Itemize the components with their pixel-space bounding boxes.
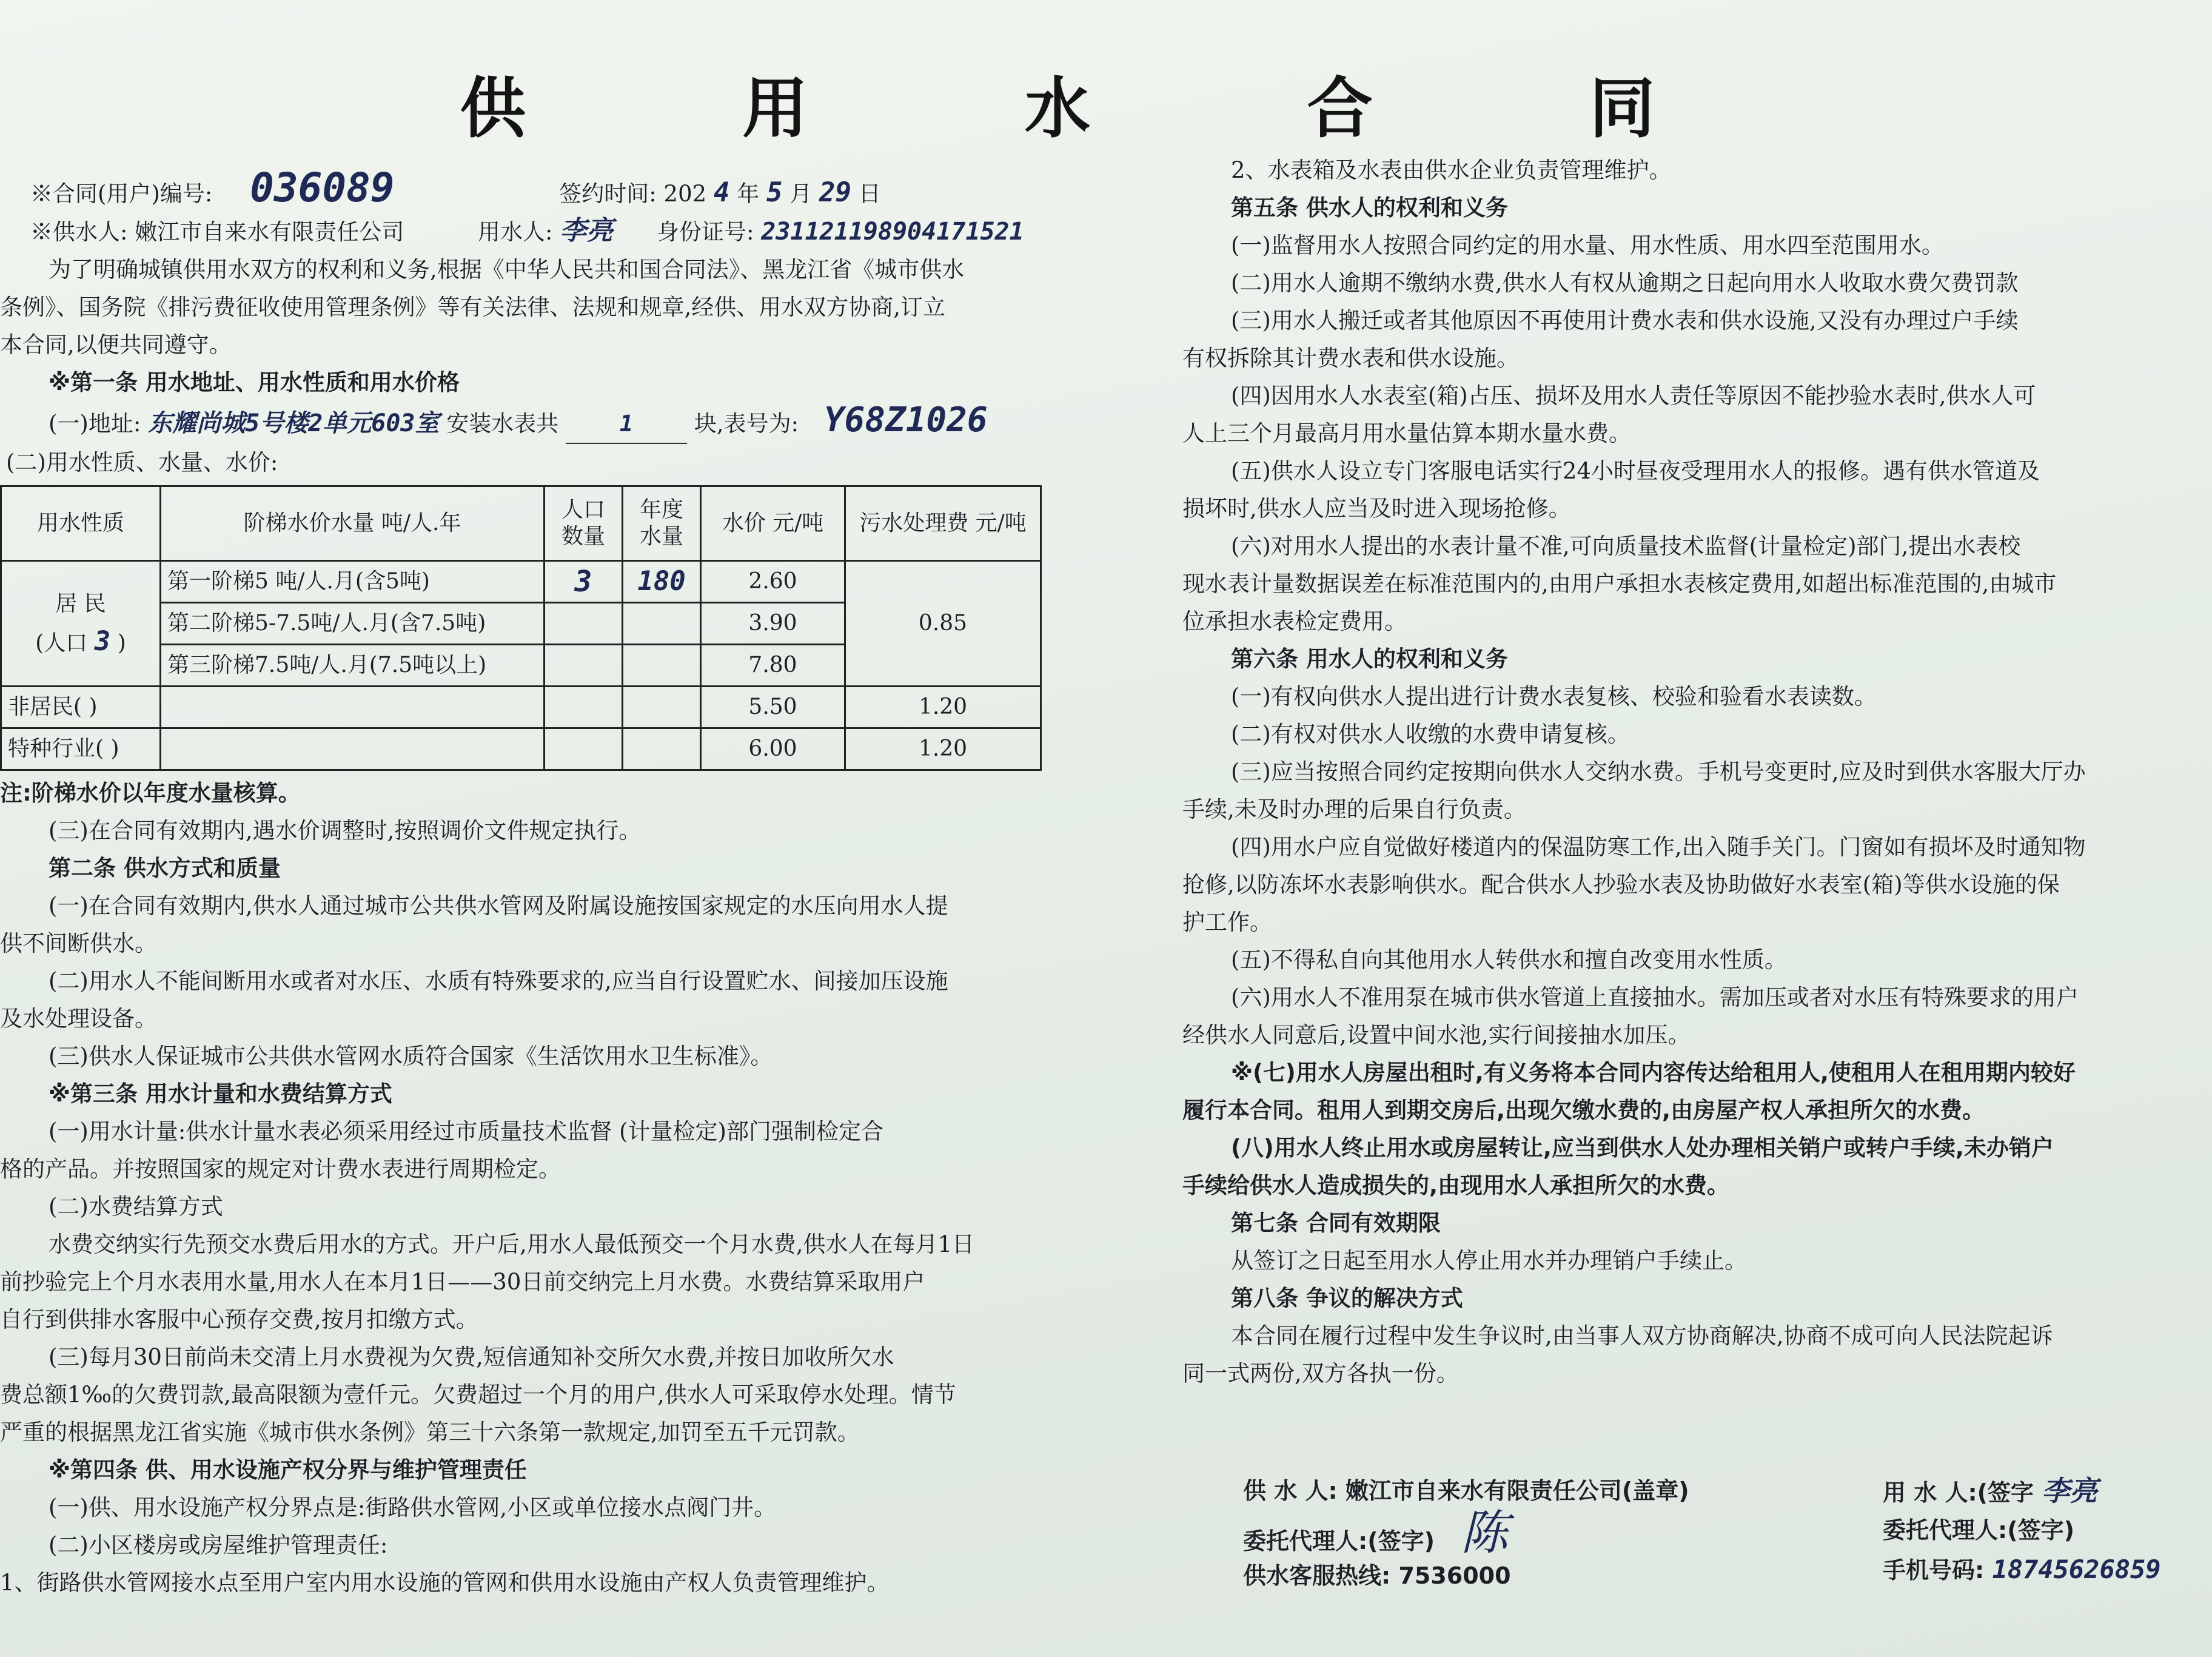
resident-pop-value: 3 (94, 625, 111, 657)
text-line: (六)对用水人提出的水表计量不准,可向质量技术监督(计量检定)部门,提出水表校 (1231, 533, 2021, 559)
empty-cell (545, 645, 623, 687)
text-line: (五)不得私自向其他用水人转供水和擅自改变用水性质。 (1231, 947, 1787, 973)
text-line: (一)用水计量:供水计量水表必须采用经过市质量技术监督 (计量检定)部门强制检定合 (49, 1118, 883, 1144)
sign-time-label: 签约时间: (559, 181, 657, 207)
supplier-agent-row (1243, 1506, 1509, 1561)
parties-row (0, 212, 1085, 251)
empty-cell (545, 603, 623, 645)
tier-price: 2.60 (701, 561, 845, 603)
empty-cell (623, 728, 701, 770)
phone-row (1883, 1550, 2161, 1590)
empty-cell (623, 603, 701, 645)
user-signature: 李亮 (2042, 1474, 2098, 1507)
empty-cell (623, 645, 701, 687)
right-column (1182, 152, 2212, 1393)
text-line: 第六条 用水人的权利和义务 (1231, 646, 1508, 672)
address-row (0, 402, 1085, 444)
text-line: 人上三个月最高月用水量估算本期水量水费。 (1182, 420, 1631, 446)
text-line: 第八条 争议的解决方式 (1231, 1285, 1463, 1311)
text-line: 第七条 合同有效期限 (1231, 1210, 1441, 1236)
text-line: ※第三条 用水计量和水费结算方式 (49, 1081, 392, 1107)
text-line: 同一式两份,双方各执一份。 (1182, 1360, 1459, 1386)
text-line: (三)每月30日前尚未交清上月水费视为欠费,短信通知补交所欠水费,并按日加收所欠水 (49, 1344, 894, 1370)
intro-line-2: 条例》、国务院《排污费征收使用管理条例》等有关法律、法规和规章,经供、用水双方协商,订立 (0, 294, 946, 320)
text-line: ※(七)用水人房屋出租时,有义务将本合同内容传达给租用人,使租用人在租用期内较好 (1231, 1060, 2076, 1086)
month-unit: 月 (789, 181, 813, 207)
table-header-cell: 污水处理费 元/吨 (845, 486, 1041, 561)
resident-cell (1, 561, 161, 687)
text-line: 本合同在履行过程中发生争议时,由当事人双方协商解决,协商不成可向人民法院起诉 (1231, 1323, 2053, 1349)
supplier-name: 嫩江市自来水有限责任公司 (135, 219, 404, 245)
sign-user-label: 用 水 人:(签字 (1883, 1479, 2034, 1506)
left-body (0, 775, 1085, 1602)
empty-cell (161, 728, 545, 770)
meter-count: 1 (566, 405, 687, 444)
text-line: 第二条 供水方式和质量 (49, 855, 281, 881)
text-line: 位承担水表检定费用。 (1182, 608, 1407, 634)
empty-cell (161, 687, 545, 728)
year-unit: 年 (737, 181, 760, 207)
table-header-cell: 人口数量 (545, 486, 623, 561)
table-header-cell: 年度水量 (623, 486, 701, 561)
table-header-cell: 用水性质 (1, 486, 161, 561)
table-row (1, 561, 1041, 603)
address-value: 东耀尚城5号楼2单元603室 (148, 409, 440, 437)
text-line: 手续,未及时办理的后果自行负责。 (1182, 796, 1526, 822)
text-line: 严重的根据黑龙江省实施《城市供水条例》第三十六条第一款规定,加罚至五千元罚款。 (0, 1419, 860, 1445)
text-line: 自行到供排水客服中心预存交费,按月扣缴方式。 (0, 1306, 478, 1333)
text-line: 2、水表箱及水表由供水企业负责管理维护。 (1231, 157, 1672, 183)
population-value: 3 (545, 561, 623, 603)
empty-cell (545, 687, 623, 728)
text-line: 前抄验完上个月水表用水量,用水人在本月1日——30日前交纳完上月水费。水费结算采取用户 (0, 1269, 925, 1295)
text-line: (二)小区楼房或房屋维护管理责任: (49, 1532, 388, 1558)
text-line: (二)用水人逾期不缴纳水费,供水人有权从逾期之日起向用水人收取水费欠费罚款 (1231, 270, 2019, 296)
article-1-sub2: (二)用水性质、水量、水价: (6, 449, 278, 476)
text-line: 现水表计量数据误差在标准范围内的,由用户承担水表核定费用,如超出标准范围的,由城市 (1182, 571, 2057, 597)
sign-year-digit: 4 (713, 177, 730, 208)
text-line: 护工作。 (1182, 909, 1272, 935)
user-sign-row (1883, 1471, 2097, 1513)
text-line: (六)用水人不准用泵在城市供水管道上直接抽水。需加压或者对水压有特殊要求的用户 (1231, 984, 2079, 1010)
text-line: (二)有权对供水人收缴的水费申请复核。 (1231, 721, 1630, 747)
text-line: (四)用水户应自觉做好楼道内的保温防寒工作,出入随手关门。门窗如有损坏及时通知物 (1231, 834, 2086, 860)
text-line: (五)供水人设立专门客服电话实行24小时昼夜受理用水人的报修。遇有供水管道及 (1231, 458, 2040, 484)
text-line: 1、街路供水管网接水点至用户室内用水设施的管网和供用水设施由产权人负责管理维护。 (0, 1570, 890, 1596)
special-industry-label: 特种行业( ) (1, 728, 161, 770)
address-label: (一)地址: (49, 411, 141, 437)
supplier-label: ※供水人: (30, 219, 128, 245)
resident-pop-suffix: ) (117, 630, 126, 656)
text-line: (三)在合同有效期内,遇水价调整时,按照调价文件规定执行。 (49, 818, 642, 844)
text-line: (一)供、用水设施产权分界点是:街路供水管网,小区或单位接水点阀门井。 (49, 1494, 777, 1521)
sign-day: 29 (819, 177, 851, 208)
supplier-agent-label: 委托代理人:(签字) (1243, 1528, 1435, 1554)
text-line: (二)水费结算方式 (49, 1194, 223, 1220)
text-line: (八)用水人终止用水或房屋转让,应当到供水人处办理相关销户或转户手续,未办销户 (1231, 1135, 2054, 1161)
intro-line-1: 为了明确城镇供用水双方的权利和义务,根据《中华人民共和国合同法》、黑龙江省《城市供水 (49, 257, 965, 283)
text-line: 及水处理设备。 (0, 1006, 157, 1032)
text-line: 履行本合同。租用人到期交房后,出现欠缴水费的,由房屋产权人承担所欠的水费。 (1182, 1097, 1985, 1123)
meter-number: Y68Z1026 (823, 402, 988, 440)
text-line: 手续给供水人造成损失的,由现用水人承担所欠的水费。 (1182, 1172, 1730, 1198)
text-line: 费总额1‰的欠费罚款,最高限额为壹仟元。欠费超过一个月的用户,供水人可采取停水处理。情节 (0, 1382, 956, 1408)
hotline-label: 供水客服热线: (1243, 1562, 1391, 1589)
non-resident-price: 5.50 (701, 687, 845, 728)
left-column (0, 164, 1085, 1602)
text-line: (四)因用水人水表室(箱)占压、损坏及用水人责任等原因不能抄验水表时,供水人可 (1231, 383, 2036, 409)
day-unit: 日 (858, 181, 881, 207)
text-line: 抢修,以防冻坏水表影响供水。配合供水人抄验水表及协助做好水表室(箱)等供水设施的保 (1182, 872, 2060, 898)
non-resident-sewage: 1.20 (845, 687, 1041, 728)
right-body (1182, 152, 2212, 1393)
non-resident-label: 非居民( ) (1, 687, 161, 728)
user-agent-label: 委托代理人:(签字) (1883, 1517, 2074, 1544)
document-title: 供 用 水 合 同 (460, 71, 1752, 147)
table-header-cell: 阶梯水价水量 吨/人.年 (161, 486, 545, 561)
supplier-agent-signature: 陈 (1461, 1506, 1509, 1561)
contract-no-row (0, 164, 1085, 212)
text-line: (三)用水人搬迁或者其他原因不再使用计费水表和供水设施,又没有办理过户手续 (1231, 308, 2019, 334)
id-number: 231121198904171521 (761, 218, 1024, 246)
id-label: 身份证号: (657, 219, 754, 245)
phone-label: 手机号码: (1883, 1557, 1985, 1584)
text-line: 损坏时,供水人应当及时进入现场抢修。 (1182, 496, 1571, 522)
user-label: 用水人: (478, 219, 553, 245)
user-agent-row (1883, 1510, 2074, 1550)
supplier-sign-row (1243, 1471, 1689, 1511)
contract-no-label: ※合同(用户)编号: (30, 181, 213, 207)
sign-supplier-value: 嫩江市自来水有限责任公司(盖章) (1345, 1477, 1689, 1504)
text-line: 注:阶梯水价以年度水量核算。 (0, 780, 301, 806)
tier-price: 7.80 (701, 645, 845, 687)
tier-label: 第一阶梯5 吨/人.月(含5吨) (161, 561, 545, 603)
meter-unit: 块,表号为: (694, 411, 799, 437)
hotline-number: 7536000 (1398, 1562, 1511, 1589)
text-line: 供不间断供水。 (0, 930, 157, 956)
article-1-heading: ※第一条 用水地址、用水性质和用水价格 (49, 369, 460, 395)
empty-cell (623, 687, 701, 728)
resident-sewage-fee: 0.85 (845, 561, 1041, 687)
table-header-cell: 水价 元/吨 (701, 486, 845, 561)
text-line: (一)在合同有效期内,供水人通过城市公共供水管网及附属设施按国家规定的水压向用水人提 (49, 893, 948, 919)
text-line: 经供水人同意后,设置中间水池,实行间接抽水加压。 (1182, 1022, 1691, 1048)
table-header-row (1, 486, 1041, 561)
tier-price: 3.90 (701, 603, 845, 645)
resident-label: 居 民 (55, 591, 106, 616)
special-industry-price: 6.00 (701, 728, 845, 770)
contract-no-value: 036089 (250, 164, 395, 211)
table-row (1, 728, 1041, 770)
table-row (1, 687, 1041, 728)
hotline-row (1243, 1556, 1511, 1596)
text-line: (三)供水人保证城市公共供水管网水质符合国家《生活饮用水卫生标准》。 (49, 1043, 773, 1069)
water-price-table (0, 485, 1042, 771)
intro-line-3: 本合同,以便共同遵守。 (0, 332, 232, 358)
text-line: 有权拆除其计费水表和供水设施。 (1182, 345, 1519, 371)
phone-number: 18745626859 (1992, 1554, 2161, 1584)
sign-year-prefix: 202 (663, 181, 707, 207)
tier-label: 第二阶梯5-7.5吨/人.月(含7.5吨) (161, 603, 545, 645)
text-line: (一)监督用水人按照合同约定的用水量、用水性质、用水四至范围用水。 (1231, 232, 1944, 258)
tier-label: 第三阶梯7.5吨/人.月(7.5吨以上) (161, 645, 545, 687)
special-industry-sewage: 1.20 (845, 728, 1041, 770)
text-line: (三)应当按照合同约定按期向供水人交纳水费。手机号变更时,应及时到供水客服大厅办 (1231, 759, 2086, 785)
text-line: (二)用水人不能间断用水或者对水压、水质有特殊要求的,应当自行设置贮水、间接加压设施 (49, 968, 948, 994)
annual-volume-value: 180 (623, 561, 701, 603)
meter-label: 安装水表共 (446, 411, 559, 437)
text-line: 第五条 供水人的权利和义务 (1231, 195, 1508, 221)
text-line: 水费交纳实行先预交水费后用水的方式。开户后,用水人最低预交一个月水费,供水人在每月1日 (49, 1231, 975, 1257)
text-line: ※第四条 供、用水设施产权分界与维护管理责任 (49, 1457, 527, 1483)
empty-cell (545, 728, 623, 770)
resident-population (8, 623, 153, 662)
text-line: 格的产品。并按照国家的规定对计费水表进行周期检定。 (0, 1156, 561, 1182)
text-line: (一)有权向供水人提出进行计费水表复核、校验和验看水表读数。 (1231, 684, 1877, 710)
user-name: 李亮 (560, 215, 614, 246)
sign-month: 5 (766, 177, 783, 208)
resident-pop-prefix: (人口 (35, 630, 88, 656)
sign-supplier-label: 供 水 人: (1243, 1477, 1338, 1504)
text-line: 从签订之日起至用水人停止用水并办理销户手续止。 (1231, 1248, 1747, 1274)
